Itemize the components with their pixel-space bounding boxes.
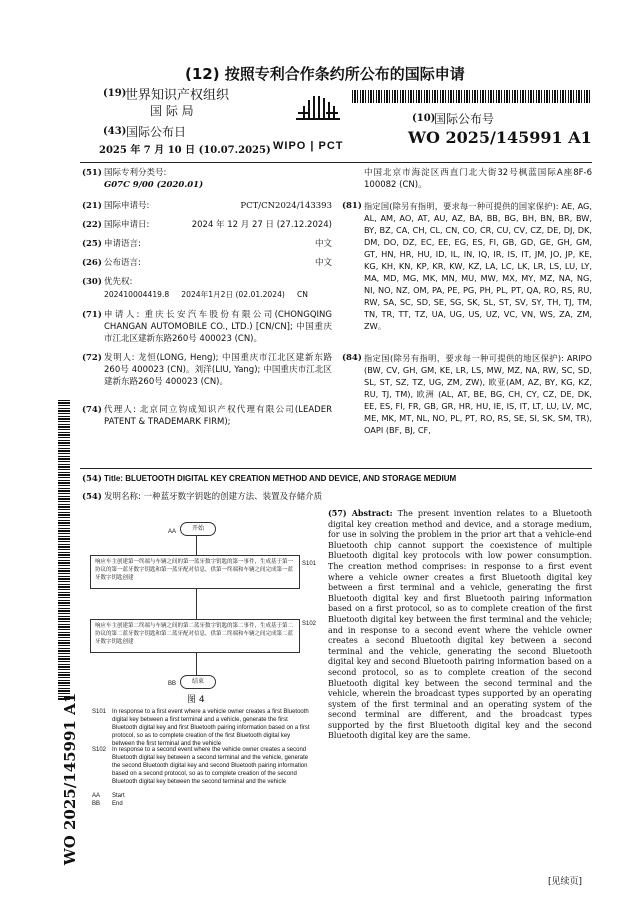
figure-label-bb: BB	[168, 681, 177, 687]
f21-code: (21)	[82, 201, 102, 211]
f26-label: 公布语言:	[104, 258, 141, 268]
f74-continued: 中国北京市海淀区西直门北大街32号枫蓝国际A座8F-6 100082 (CN)。	[364, 168, 592, 190]
f54-cn-title: 发明名称: 一种蓝牙数字钥匙的创建方法、装置及存储介质	[104, 492, 323, 502]
f81-code: (81)	[342, 201, 362, 211]
f74-code: (74)	[82, 405, 102, 415]
f30-code: (30)	[82, 277, 102, 287]
flow-box-1: 响应车主创建第一终端与车辆之间的第一蓝牙数字钥匙的第一事件，生成基于第一协议的第一蓝牙数字钥匙和第一蓝牙配对信息，供第一终端和车辆之间完成第一蓝牙数字钥匙创建	[90, 555, 300, 589]
flow-box-2: 响应车主创建第二终端与车辆之间的第二蓝牙数字钥匙的第二事件，生成基于第二协议的第二蓝牙数字钥匙和第二蓝牙配对信息，供第二终端和车辆之间完成第二蓝牙数字钥匙创建	[90, 619, 300, 653]
abstract-label: Abstract:	[351, 508, 393, 518]
figure-caption: 图 4	[187, 695, 205, 705]
f71-text: 申请人: 重庆长安汽车股份有限公司(CHONGQING CHANGAN AUTOMOBILE CO., LTD.) [CN/CN]; 中国重庆市江北区建新东路260号 400023 (CN)。	[104, 310, 332, 344]
org-name: 世界知识产权组织	[125, 88, 230, 103]
side-publication-number: WO 2025/145991 A1	[61, 692, 79, 866]
biblio-divider	[80, 468, 592, 469]
f26-code: (26)	[82, 258, 102, 268]
pubdate-code: (43)	[103, 126, 127, 137]
f72-code: (72)	[82, 353, 102, 363]
wipo-logo-icon	[288, 94, 348, 142]
pubno-label: 国际公布号	[434, 112, 495, 126]
f51-value: G07C 9/00 (2020.01)	[104, 180, 204, 190]
top-barcode	[352, 90, 590, 103]
f25-label: 申请语言:	[104, 239, 141, 249]
f54-cn-code: (54)	[82, 492, 102, 502]
org-bureau: 国 际 局	[150, 104, 194, 118]
pubdate-label: 国际公布日	[126, 125, 187, 139]
f72-text: 发明人: 龙恒(LONG, Heng); 中国重庆市江北区建新东路260号 400023 (CN)。刘洋(LIU, Yang); 中国重庆市江北区建新东路260号 400023 (CN)。	[104, 353, 332, 387]
f30-label: 优先权:	[104, 277, 133, 287]
flow-arrow-1	[196, 535, 197, 555]
f25-value: 中文	[314, 239, 332, 249]
abstract	[328, 508, 592, 742]
f22-value: 2024 年 12 月 27 日 (27.12.2024)	[191, 220, 332, 230]
flow-arrow-3	[196, 653, 197, 675]
wipo-wordmark: WIPO | PCT	[273, 140, 344, 152]
f84-text: 指定国(除另有指明，要求每一种可提供的地区保护): ARIPO (BW, CV, GH, GM, KE, LR, LS, MW, MZ, NA, RW, SC, SD, SL, ST, SZ, TZ, UG, ZM, ZW), 欧亚(AM, AZ, BY, KG, KZ, RU, TJ, TM), 欧洲 (AL, AT, BE, BG, CH, CY, CZ, DE, DK, EE, ES, FI, FR, GB, GR, HR, HU, IE, IS, IT, LT, LU, LV, MC, ME, MK, MT, NL, NO, PL, PT, RO, RS, SE, SI, SK, SM, TR), OAPI (BF, BJ, CF,	[364, 353, 592, 435]
f26-value: 中文	[314, 258, 332, 268]
f21-label: 国际申请号:	[104, 201, 150, 211]
legend-text-s101: In response to a first event where a vehicle owner creates a first Bluetooth digital key between a first terminal and a vehicle, generate the first Bluetooth digital key and first Bluetooth pairing information based on a first protocol, so as to complete creation of the first Bluetooth digital key between the first terminal and the vehicle	[112, 709, 310, 747]
f21-value: PCT/CN2024/143393	[240, 201, 332, 211]
pubno-value: WO 2025/145991 A1	[408, 128, 592, 147]
f84-code: (84)	[342, 353, 362, 363]
f22-code: (22)	[82, 220, 102, 230]
f51-label: 国际专利分类号:	[104, 168, 167, 178]
flow-end: 结束	[180, 675, 216, 689]
legend-key-s101: S101	[92, 709, 107, 715]
f25-code: (25)	[82, 239, 102, 249]
f54-en-code: (54)	[82, 474, 102, 484]
f74-text: 代理人: 北京同立钧成知识产权代理有限公司(LEADER PATENT & TRADEMARK FIRM);	[104, 405, 332, 427]
figure-step-s101: S101	[302, 561, 317, 567]
legend-text-s102: In response to a second event where the vehicle owner creates a second Bluetooth digital key between a second terminal and the vehicle, generate the second Bluetooth digital key and second Bluetooth pairing information based on a second protocol, so as to complete creation of the second Bluetooth digital key between the second terminal and the vehicle	[112, 747, 309, 785]
pubno-code: (10)	[412, 113, 436, 124]
document-title: (12) 按照专利合作条约所公布的国际申请	[185, 65, 465, 83]
figure-label-aa: AA	[168, 529, 177, 535]
abstract-text: The present invention relates to a Bluetooth digital key creation method and device, and a storage medium, for use in solving the problem in the prior art that a vehicle-end Bluetooth chip cannot support the coexistence of multiple Bluetooth digital key protocols with low power consumption. The creation method comprises: in response to a first event where a vehicle owner creates a first Bluetooth digital key between a first terminal and a vehicle, generating the first Bluetooth digital key and first Bluetooth pairing information based on a first protocol, so as to complete creation of the first Bluetooth digital key between the first terminal and the vehicle; and in response to a second event where the vehicle owner creates a second Bluetooth digital key between a second terminal and the vehicle, generating the second Bluetooth digital key and second Bluetooth pairing information based on a second protocol, so as to complete creation of the second Bluetooth digital key between the second terminal and the vehicle, wherein the broadcast types supported by an operating system of the first terminal and an operating system of the second terminal are different, and the broadcast types supported by the first Bluetooth digital key and the second Bluetooth digital key are the same.	[328, 509, 592, 741]
continued-note: [见续页]	[548, 877, 583, 887]
figure-step-s102: S102	[302, 621, 317, 627]
f51-code: (51)	[82, 168, 102, 178]
flow-start: 开始	[180, 522, 216, 536]
abstract-code: (57)	[328, 508, 347, 518]
f22-label: 国际申请日:	[104, 220, 150, 230]
pubdate-value: 2025 年 7 月 10 日 (10.07.2025)	[99, 145, 271, 156]
f30-value: 202410004419.8 2024年1月2日 (02.01.2024) CN	[104, 290, 308, 299]
f71-code: (71)	[82, 310, 102, 320]
f81-text: 指定国(除另有指明，要求每一种可提供的国家保护): AE, AG, AL, AM, AO, AT, AU, AZ, BA, BB, BG, BH, BN, BR, BW, BY, BZ, CA, CH, CL, CN, CO, CR, CU, CV, CZ, DE, DJ, DK, DM, DO, DZ, EC, EE, EG, ES, FI, GB, GD, GE, GH, GM, GT, HN, HR, HU, ID, IL, IN, IQ, IR, IS, IT, JM, JO, JP, KE, KG, KH, KN, KP, KR, KW, KZ, LA, LC, LK, LR, LS, LU, LY, MA, MD, MG, MK, MN, MU, MW, MX, MY, MZ, NA, NG, NI, NO, NZ, OM, PA, PE, PG, PH, PL, PT, QA, RO, RS, RU, RW, SA, SC, SD, SE, SG, SK, SL, ST, SV, SY, TH, TJ, TM, TN, TR, TT, TZ, UA, UG, US, UZ, VC, VN, WS, ZA, ZM, ZW。	[364, 201, 592, 331]
legend-key-s102: S102	[92, 747, 107, 753]
legend-key-aa: AA	[92, 793, 101, 799]
f54-en-title: Title: BLUETOOTH DIGITAL KEY CREATION METHOD AND DEVICE, AND STORAGE MEDIUM	[104, 474, 457, 483]
legend-text-aa: Start	[112, 793, 125, 799]
header-divider	[80, 162, 592, 163]
legend-text-bb: End	[112, 801, 123, 807]
org-code: (19)	[103, 88, 127, 99]
flow-arrow-2	[196, 589, 197, 619]
legend-key-bb: BB	[92, 801, 101, 807]
